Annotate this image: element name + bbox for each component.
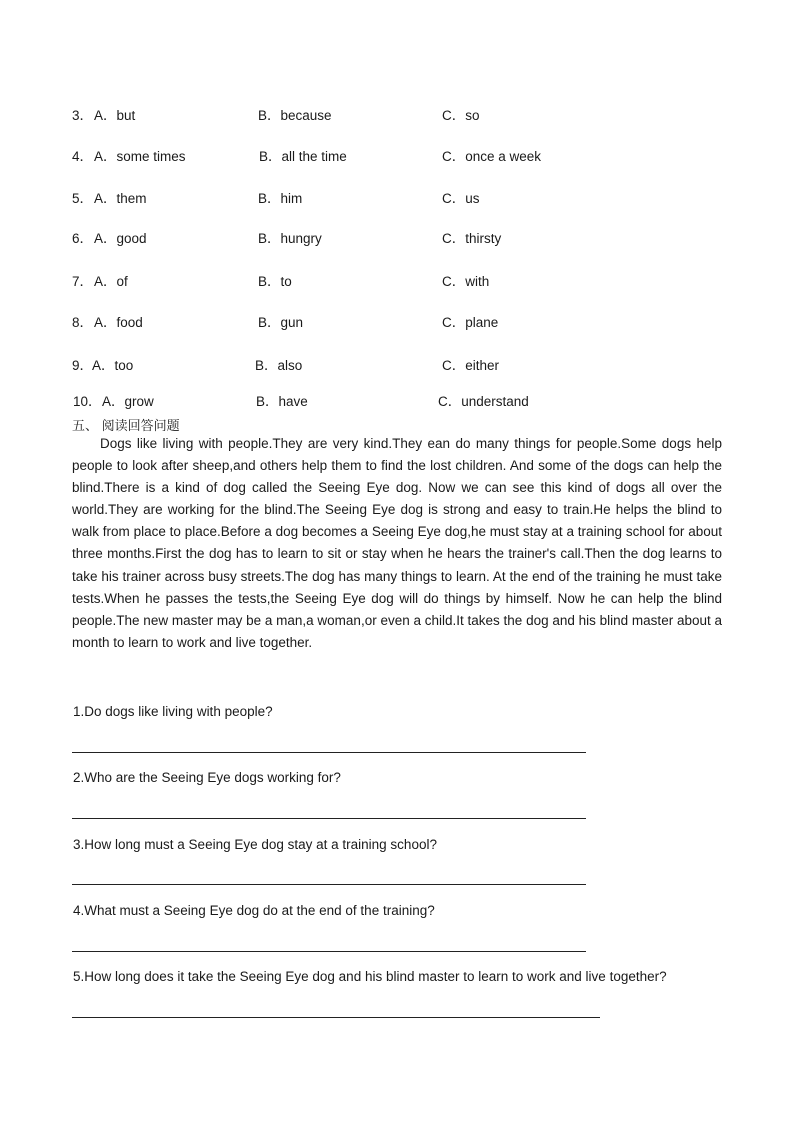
option-row [0,354,794,374]
question-number: 9． [72,358,94,373]
reading-passage: Dogs like living with people.They are very kind.They ean do many things for people.Some dogs help people to look after sheep,and others help them to find the lost children. And some of the dogs can help the blind.There is a kind of dog called the Seeing Eye dog. Now we can see this kind of dogs all over the world.They are working for the blind.The Seeing Eye dog is strong and easy to train.He helps the blind to walk from place to place.Before a dog becomes a Seeing Eye dog,he must stay at a training school for about three months.First the dog has to learn to sit or stay when he hears the trainer's call.Then the dog learns to take his trainer across busy streets.The dog has many things to learn. At the end of the training he must take tests.When he passes the tests,the Seeing Eye dog will do things by himself. Now he can help the blind people.The new master may be a man,a woman,or even a child.It takes the dog and his blind master about a month to learn to work and live together. [72,436,722,650]
answer-line-2[interactable] [72,818,586,819]
option-row [0,104,794,124]
question-number: 10． [73,394,102,409]
option-row [0,270,794,290]
option-a: A．too [92,358,134,373]
option-c: C．understand [438,394,529,409]
question-2: 2.Who are the Seeing Eye dogs working for? [73,770,341,785]
option-a: A．them [94,191,147,206]
option-c: C．either [442,358,500,373]
option-row [0,187,794,207]
option-b: B．also [255,358,303,373]
answer-line-4[interactable] [72,951,586,952]
option-a: A．food [94,315,143,330]
option-c: C．so [442,108,480,123]
option-c: C．plane [442,315,499,330]
question-number: 8． [72,315,94,330]
option-c: C．us [442,191,480,206]
option-row [0,145,794,165]
option-b: B．hungry [258,231,322,246]
option-row [0,311,794,331]
question-4: 4.What must a Seeing Eye dog do at the end of the training? [73,903,435,918]
option-a: A．of [94,274,128,289]
option-b: B．because [258,108,332,123]
question-number: 7． [72,274,94,289]
question-5: 5.How long does it take the Seeing Eye dog and his blind master to learn to work and live together? [73,969,667,984]
section-title: 五、 阅读回答问题 [72,418,180,433]
option-b: B．all the time [259,149,347,164]
option-a: A．good [94,231,147,246]
question-number: 3． [72,108,94,123]
answer-line-3[interactable] [72,884,586,885]
question-number: 6． [72,231,94,246]
option-c: C．with [442,274,490,289]
answer-line-1[interactable] [72,752,586,753]
question-3: 3.How long must a Seeing Eye dog stay at a training school? [73,837,437,852]
option-c: C．once a week [442,149,542,164]
option-b: B．to [258,274,292,289]
option-row [0,390,794,410]
option-a: A．grow [102,394,154,409]
option-row [0,227,794,247]
option-a: A．but [94,108,136,123]
question-number: 5． [72,191,94,206]
question-1: 1.Do dogs like living with people? [73,704,273,719]
option-b: B．have [256,394,308,409]
option-a: A．some times [94,149,186,164]
answer-line-5[interactable] [72,1017,600,1018]
option-b: B．him [258,191,303,206]
option-b: B．gun [258,315,304,330]
question-number: 4． [72,149,94,164]
option-c: C．thirsty [442,231,502,246]
